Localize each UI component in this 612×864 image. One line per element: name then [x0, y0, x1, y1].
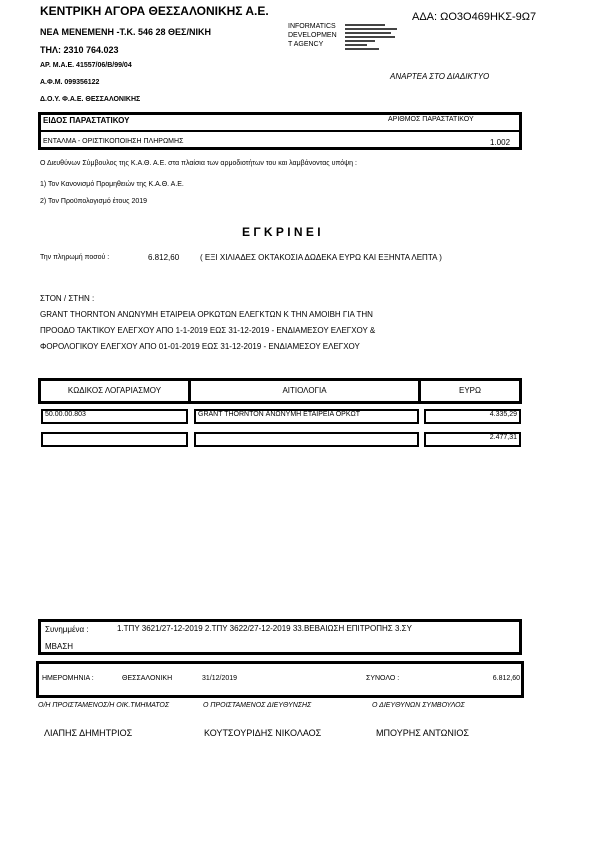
signature-name-finance: ΛΙΑΠΗΣ ΔΗΜΗΤΡΙΟΣ	[44, 728, 133, 738]
column-header-reason: ΑΙΤΙΟΛΟΓΙΑ	[282, 386, 327, 395]
recipient-line-3: ΦΟΡΟΛΟΓΙΚΟΥ ΕΛΕΓΧΟΥ ΑΠΟ 01-01-2019 ΕΩΣ 31-12-2019 - ΕΝΔΙΑΜΕΣΟΥ ΕΛΕΓΧΟΥ	[40, 342, 360, 351]
row-amount: 4.335,29	[489, 411, 517, 418]
doc-number-label: ΑΡΙΘΜΟΣ ΠΑΡΑΣΤΑΤΙΚΟΥ	[388, 116, 474, 123]
column-header-amount: ΕΥΡΩ	[459, 386, 481, 395]
column-header-account: ΚΩΔΙΚΟΣ ΛΟΓΑΡΙΑΣΜΟΥ	[67, 386, 162, 395]
intro-text: Ο Διευθύνων Σύμβουλος της Κ.Α.Θ. Α.Ε. στα πλαίσια των αρμοδιοτήτων του και λαμβάνοντας υπόψη :	[40, 160, 357, 167]
doc-type-divider	[41, 130, 519, 132]
table-row	[194, 432, 419, 447]
signature-role-director: Ο ΠΡΟΙΣΤΑΜΕΝΟΣ ΔΙΕΥΘΥΝΣΗΣ	[203, 702, 312, 709]
doc-type-value: ΕΝΤΑΛΜΑ - ΟΡΙΣΤΙΚΟΠΟΙΗΣΗ ΠΛΗΡΩΜΗΣ	[43, 138, 184, 145]
date-value: 31/12/2019	[202, 675, 238, 682]
payment-amount: 6.812,60	[148, 253, 180, 262]
ada-code: ΑΔΑ: ΩΟ3Ο469ΗΚΣ-9Ω7	[412, 11, 537, 23]
agency-logo	[288, 22, 337, 49]
row-reason: GRANT THORNTON ΑΝΩΝΥΜΗ ΕΤΑΙΡΕΙΑ ΟΡΚΩΤ	[198, 411, 361, 418]
approval-title: Ε Γ Κ Ρ Ι Ν Ε Ι	[242, 225, 321, 239]
signature-name-ceo: ΜΠΟΥΡΗΣ ΑΝΤΩΝΙΟΣ	[376, 728, 469, 738]
org-doy: Δ.Ο.Υ. Φ.Α.Ε. ΘΕΣΣΑΛΟΝΙΚΗΣ	[40, 96, 141, 103]
date-label: ΗΜΕΡΟΜΗΝΙΑ :	[42, 675, 94, 682]
row-amount: 2.477,31	[489, 434, 517, 441]
logo-line: INFORMATICS	[288, 23, 336, 30]
date-city: ΘΕΣΣΑΛΟΝΙΚΗ	[122, 675, 173, 682]
attachments-text-1: 1.ΤΠΥ 3621/27-12-2019 2.ΤΠΥ 3622/27-12-2019 33.ΒΕΒΑΙΩΣΗ ΕΠΙΤΡΟΠΗΣ 3.ΣΥ	[117, 624, 412, 633]
attachments-text-2: ΜΒΑΣΗ	[45, 642, 74, 651]
org-address: ΝΕΑ ΜΕΝΕΜΕΝΗ -Τ.Κ. 546 28 ΘΕΣ/ΝΙΚΗ	[40, 27, 211, 37]
doc-type-label: ΕΙΔΟΣ ΠΑΡΑΣΤΑΤΙΚΟΥ	[43, 116, 130, 125]
doc-number: 1.002	[490, 138, 511, 147]
row-account-code: 50.00.00.803	[45, 411, 86, 418]
attachments-label: Συνημμένα :	[45, 625, 89, 634]
logo-line: DEVELOPMEN	[288, 32, 337, 39]
intro-item-2: 2) Τον Προϋπολογισμό έτους 2019	[40, 198, 148, 205]
org-phone: ΤΗΛ: 2310 764.023	[40, 45, 119, 55]
summary-box	[36, 661, 524, 698]
payment-amount-words: ( ΕΞΙ ΧΙΛΙΑΔΕΣ ΟΚΤΑΚΟΣΙΑ ΔΩΔΕΚΑ ΕΥΡΩ ΚΑΙ ΕΞΗΝΤΑ ΛΕΠΤΑ )	[200, 253, 442, 262]
org-name: ΚΕΝΤΡΙΚΗ ΑΓΟΡΑ ΘΕΣΣΑΛΟΝΙΚΗΣ Α.Ε.	[40, 4, 269, 18]
org-mae: ΑΡ. Μ.Α.Ε. 41557/06/Β/99/04	[40, 62, 132, 69]
posted-notice: ΑΝΑΡΤΕΑ ΣΤΟ ΔΙΑΔΙΚΤΥΟ	[390, 72, 490, 81]
signature-role-ceo: Ο ΔΙΕΥΘΥΝΩΝ ΣΥΜΒΟΥΛΟΣ	[372, 702, 465, 709]
payment-label: Την πληρωμή ποσού :	[40, 254, 110, 261]
total-value: 6.812,60	[492, 675, 520, 682]
total-label: ΣΥΝΟΛΟ :	[366, 675, 400, 682]
table-row	[41, 432, 188, 447]
signature-role-finance: Ο/Η ΠΡΟΙΣΤΑΜΕΝΟΣ/Η ΟΙΚ.ΤΜΗΜΑΤΟΣ	[38, 702, 170, 709]
recipient-line-2: ΠΡΟΟΔΟ ΤΑΚΤΙΚΟΥ ΕΛΕΓΧΟΥ ΑΠΟ 1-1-2019 ΕΩΣ 31-12-2019 - ΕΝΔΙΑΜΕΣΟΥ ΕΛΕΓΧΟΥ &	[40, 326, 376, 335]
logo-fine-print	[345, 22, 403, 58]
intro-item-1: 1) Τον Κανονισμό Προμηθειών της Κ.Α.Θ. Α.Ε.	[40, 181, 184, 188]
org-afm: Α.Φ.Μ. 099356122	[40, 79, 100, 86]
recipient-label: ΣΤΟΝ / ΣΤΗΝ :	[40, 294, 95, 303]
logo-line: T AGENCY	[288, 41, 324, 48]
signature-name-director: ΚΟΥΤΣΟΥΡΙΔΗΣ ΝΙΚΟΛΑΟΣ	[204, 728, 322, 738]
recipient-line-1: GRANT THORNTON ΑΝΩΝΥΜΗ ΕΤΑΙΡΕΙΑ ΟΡΚΩΤΩΝ ΕΛΕΓΚΤΩΝ Κ ΤΗΝ ΑΜΟΙΒΗ ΓΙΑ ΤΗΝ	[40, 310, 373, 319]
